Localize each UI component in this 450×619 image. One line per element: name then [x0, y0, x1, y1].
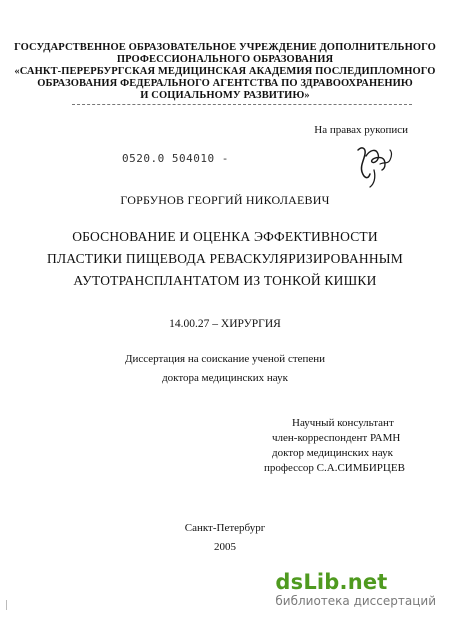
library-code: 0520.0 504010 - [122, 152, 229, 165]
header-line-4: ОБРАЗОВАНИЯ ФЕДЕРАЛЬНОГО АГЕНТСТВА ПО ЗДРАВООХРАНЕНИЮ [37, 78, 413, 89]
header-line-2: ПРОФЕССИОНАЛЬНОГО ОБРАЗОВАНИЯ [116, 54, 334, 65]
consultant-line-1: Научный консультант [292, 417, 394, 429]
header-line-3: «САНКТ-ПЕРЕРБУРГСКАЯ МЕДИЦИНСКАЯ АКАДЕМИЯ ПОСЛЕДИПЛОМНОГО [14, 66, 436, 77]
author-name: ГОРБУНОВ ГЕОРГИЙ НИКОЛАЕВИЧ [120, 193, 330, 207]
dissertation-title [0, 226, 450, 292]
header-divider [72, 104, 412, 105]
title-line-1: ОБОСНОВАНИЕ И ОЦЕНКА ЭФФЕКТИВНОСТИ [72, 229, 378, 244]
institution-header [0, 42, 450, 102]
city: Санкт-Петербург [184, 522, 266, 534]
degree-line-1: Диссертация на соискание ученой степени [124, 353, 326, 365]
watermark-sub: библиотека диссертаций [275, 594, 436, 608]
degree-statement [0, 350, 450, 388]
signature [352, 140, 397, 190]
consultant-line-2: член-корреспондент РАМН [272, 432, 401, 444]
year: 2005 [214, 541, 236, 553]
consultant-line-4: профессор С.А.СИМБИРЦЕВ [264, 462, 405, 474]
watermark-main: dsLib.net [275, 570, 388, 594]
consultant-line-3: доктор медицинских наук [272, 447, 393, 459]
specialty-code: 14.00.27 – ХИРУРГИЯ [169, 318, 281, 330]
scan-edge-mark [6, 600, 15, 610]
manuscript-note: На правах рукописи [314, 124, 408, 136]
header-line-1: ГОСУДАРСТВЕННОЕ ОБРАЗОВАТЕЛЬНОЕ УЧРЕЖДЕНИЕ ДОПОЛНИТЕЛЬНОГО [14, 42, 436, 53]
degree-line-2: доктора медицинских наук [162, 372, 288, 384]
dslib-watermark-logo[interactable] [275, 570, 436, 608]
header-line-5: И СОЦИАЛЬНОМУ РАЗВИТИЮ» [140, 90, 310, 101]
title-line-2: ПЛАСТИКИ ПИЩЕВОДА РЕВАСКУЛЯРИЗИРОВАННЫМ [47, 251, 403, 266]
scientific-consultant [264, 416, 442, 476]
title-line-3: АУТОТРАНСПЛАНТАТОМ ИЗ ТОНКОЙ КИШКИ [73, 273, 377, 288]
